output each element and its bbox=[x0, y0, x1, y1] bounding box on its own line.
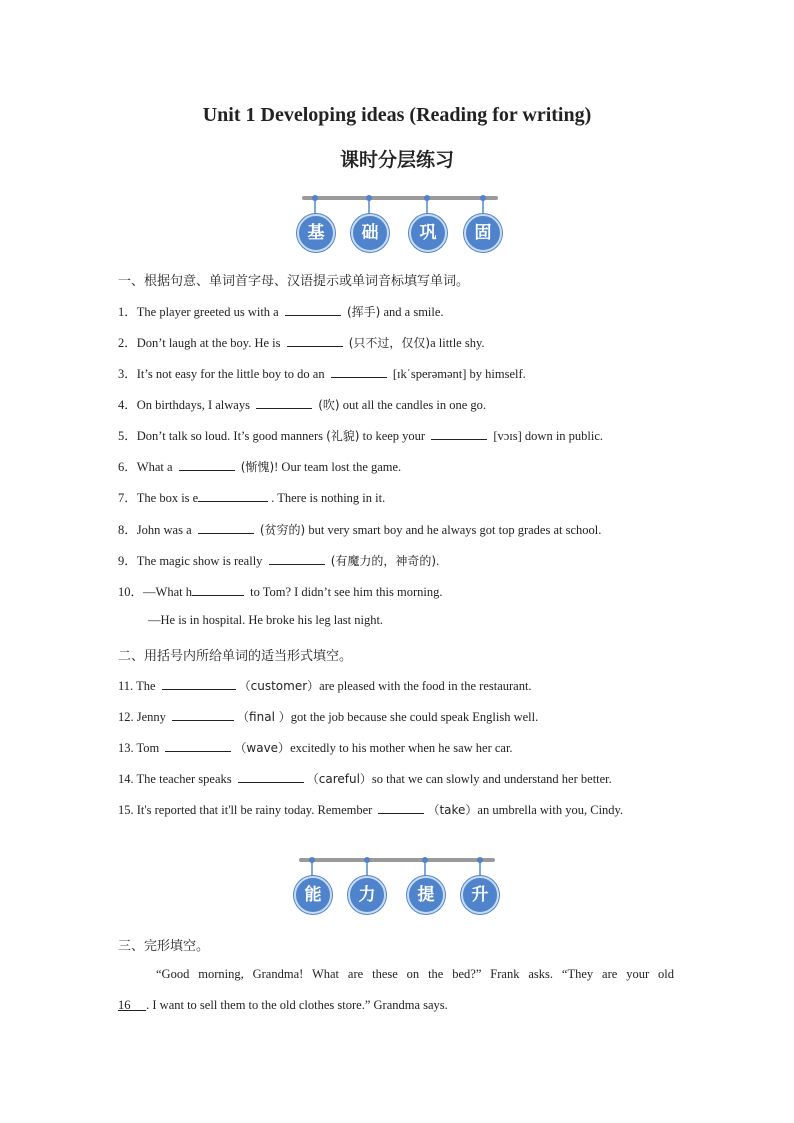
badge-bar bbox=[299, 858, 495, 862]
badge-dot bbox=[312, 195, 318, 201]
question-10-reply: —He is in hospital. He broke his leg last night. bbox=[148, 613, 384, 627]
badge-dot bbox=[364, 857, 370, 863]
badge-char: 升 bbox=[461, 876, 499, 914]
badge-char: 固 bbox=[464, 214, 502, 252]
question-9: 9．The magic show is really (有魔力的，神奇的). bbox=[118, 554, 440, 568]
section-heading-3: 三、完形填空。 bbox=[118, 939, 210, 954]
badge-dot bbox=[422, 857, 428, 863]
badge-dot bbox=[366, 195, 372, 201]
badge-char: 能 bbox=[294, 876, 332, 914]
question-7: 7．The box is e . There is nothing in it. bbox=[118, 491, 386, 505]
question-14: 14. The teacher speaks （careful）so that we can slowly and understand her better. bbox=[118, 772, 612, 786]
answer-blank[interactable] bbox=[256, 396, 312, 409]
badge-char: 巩 bbox=[409, 214, 447, 252]
cloze-passage bbox=[118, 959, 674, 1021]
answer-blank[interactable] bbox=[287, 334, 343, 347]
answer-blank[interactable] bbox=[378, 801, 424, 814]
badge-dot bbox=[480, 195, 486, 201]
page-subtitle: 课时分层练习 bbox=[339, 149, 454, 171]
question-5: 5．Don’t talk so loud. It’s good manners (礼貌) to keep your [vɔɪs] down in public. bbox=[118, 429, 604, 443]
section-heading-2: 二、用括号内所给单词的适当形式填空。 bbox=[118, 649, 353, 664]
answer-blank[interactable] bbox=[172, 708, 234, 721]
answer-blank[interactable] bbox=[331, 365, 387, 378]
passage-line: “Good morning, Grandma! What are these on the bed?” Frank asks. “They are your old bbox=[156, 967, 674, 981]
answer-blank[interactable] bbox=[238, 770, 304, 783]
section-badge-basic bbox=[297, 196, 507, 256]
question-10: 10．—What h to Tom? I didn’t see him this morning. bbox=[118, 585, 443, 599]
answer-blank[interactable] bbox=[179, 458, 235, 471]
passage-line: 16 . I want to sell them to the old clothes store.” Grandma says. bbox=[118, 998, 448, 1012]
question-4: 4．On birthdays, I always (吹) out all the candles in one go. bbox=[118, 398, 487, 412]
question-15: 15. It's reported that it'll be rainy today. Remember （take）an umbrella with you, Cindy. bbox=[118, 803, 624, 817]
badge-dot bbox=[424, 195, 430, 201]
page-title: Unit 1 Developing ideas (Reading for writing) bbox=[202, 104, 592, 126]
badge-char: 础 bbox=[351, 214, 389, 252]
answer-blank[interactable] bbox=[198, 521, 254, 534]
badge-dot bbox=[477, 857, 483, 863]
question-11: 11. The （customer）are pleased with the food in the restaurant. bbox=[118, 679, 532, 693]
answer-blank[interactable] bbox=[162, 677, 236, 690]
question-13: 13. Tom （wave）excitedly to his mother when he saw her car. bbox=[118, 741, 513, 755]
question-8: 8．John was a (贫穷的) but very smart boy and he always got top grades at school. bbox=[118, 523, 602, 537]
badge-char: 力 bbox=[348, 876, 386, 914]
question-3: 3．It’s not easy for the little boy to do an [ɪkˈsperəmənt] by himself. bbox=[118, 367, 526, 381]
answer-blank[interactable] bbox=[198, 489, 268, 502]
section-badge-advanced bbox=[294, 858, 504, 918]
answer-blank[interactable] bbox=[192, 583, 244, 596]
question-6: 6．What a (惭愧)! Our team lost the game. bbox=[118, 460, 402, 474]
question-2: 2．Don’t laugh at the boy. He is (只不过，仅仅)a little shy. bbox=[118, 336, 485, 350]
answer-blank[interactable] bbox=[431, 427, 487, 440]
badge-char: 提 bbox=[407, 876, 445, 914]
question-1: 1．The player greeted us with a (挥手) and a smile. bbox=[118, 305, 444, 319]
answer-blank[interactable] bbox=[269, 552, 325, 565]
badge-char: 基 bbox=[297, 214, 335, 252]
cloze-blank-16[interactable]: 16 bbox=[118, 998, 131, 1012]
section-heading-1: 一、根据句意、单词首字母、汉语提示或单词音标填写单词。 bbox=[118, 274, 470, 289]
question-12: 12. Jenny （final ）got the job because she could speak English well. bbox=[118, 710, 539, 724]
badge-bar bbox=[302, 196, 498, 200]
answer-blank[interactable] bbox=[285, 303, 341, 316]
answer-blank[interactable] bbox=[165, 739, 231, 752]
badge-dot bbox=[309, 857, 315, 863]
